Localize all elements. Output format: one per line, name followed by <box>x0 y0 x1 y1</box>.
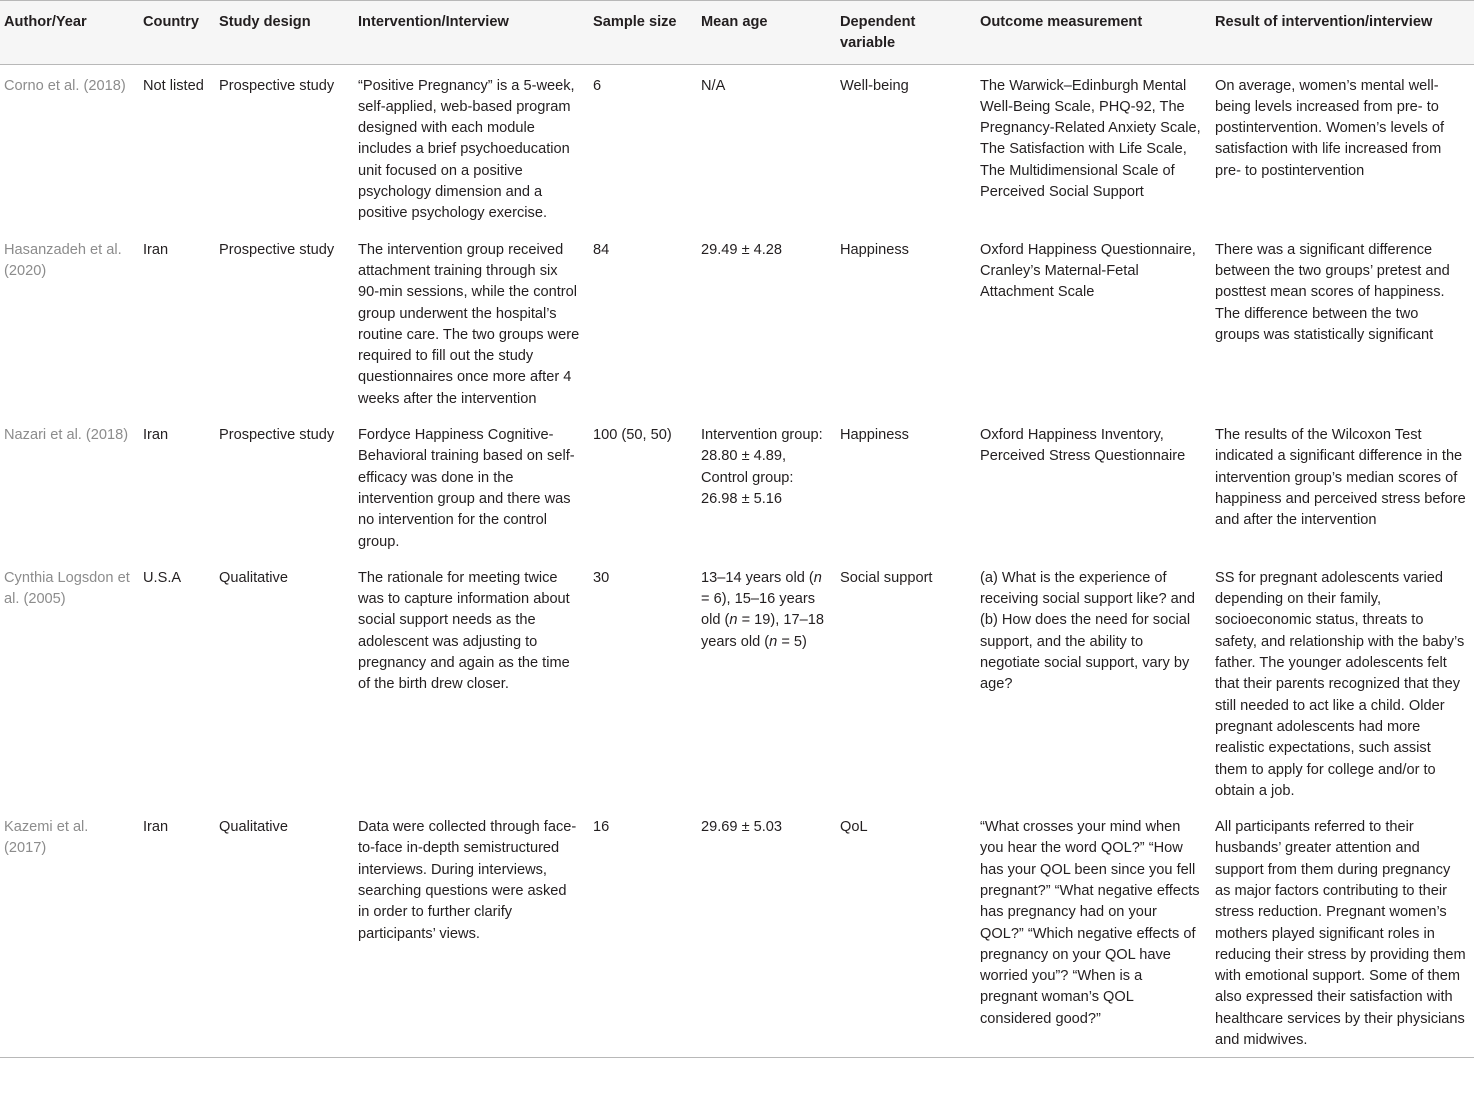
cell-result: SS for pregnant adolescents varied depending on their family, socioeconomic status, threats to safety, and relationship with the baby’s father. The younger adolescents felt that their parents recognized that they still needed to act like a child. Older pregnant adolescents had more realistic expectations, such assist them to apply for college and/or to obtain a job. <box>1215 569 1465 799</box>
cell-sample-size: 84 <box>593 241 610 258</box>
cell-author[interactable]: Kazemi et al. (2017) <box>0 806 139 1058</box>
cell-author[interactable]: Hasanzadeh et al. (2020) <box>4 241 122 279</box>
cell-dependent-variable: QoL <box>836 806 976 1058</box>
cell-intervention: Data were collected through face-to-face in-depth semistructured interviews. During interviews, searching questions were asked in order to further clarify participants’ views. <box>354 806 589 1058</box>
cell-country: U.S.A <box>143 569 182 586</box>
cell-study-design: Prospective study <box>219 77 335 94</box>
cell-mean-age: 13–14 years old (n = 6), 15–16 years old (n = 19), 17–18 years old (n = 5) <box>701 569 824 650</box>
cell-dependent-variable: Well-being <box>840 77 909 94</box>
cell-mean-age: N/A <box>701 77 726 94</box>
cell-country: Iran <box>139 806 215 1058</box>
cell-result: The results of the Wilcoxon Test indicated a significant difference in the intervention group’s median scores of happiness and perceived stress before and after the intervention <box>1215 427 1466 529</box>
cell-author[interactable]: Cynthia Logsdon et al. (2005) <box>4 569 130 608</box>
header-author-year: Author/Year <box>0 1 139 65</box>
cell-intervention: “Positive Pregnancy” is a 5-week, self-applied, web-based program designed with each module includes a brief psychoeducation unit focused on a positive psychology dimension and a positive psychology exercise. <box>358 77 575 222</box>
header-dependent-variable: Dependent variable <box>836 1 976 65</box>
cell-dependent-variable: Happiness <box>840 427 909 444</box>
cell-dependent-variable: Social support <box>840 569 933 586</box>
cell-mean-age: 29.49 ± 4.28 <box>701 241 783 258</box>
table-row <box>0 64 1474 229</box>
header-sample-size: Sample size <box>589 1 697 65</box>
header-result: Result of intervention/interview <box>1211 1 1474 65</box>
cell-mean-age: Intervention group: 28.80 ± 4.89, Control group: 26.98 ± 5.16 <box>701 427 823 507</box>
table-row <box>0 806 1474 1058</box>
cell-country: Iran <box>143 241 169 258</box>
cell-outcome: (a) What is the experience of receiving social support like? and (b) How does the need for social support, and the ability to negotiate social support, vary by age? <box>980 569 1195 693</box>
table-row <box>0 557 1474 806</box>
cell-author[interactable]: Nazari et al. (2018) <box>4 427 129 444</box>
cell-sample-size: 6 <box>593 77 602 94</box>
cell-sample-size: 30 <box>593 569 610 586</box>
cell-intervention: Fordyce Happiness Cognitive-Behavioral training based on self-efficacy was done in the intervention group and there was no intervention for the control group. <box>358 427 575 550</box>
cell-mean-age: 29.69 ± 5.03 <box>697 806 836 1058</box>
cell-study-design: Prospective study <box>219 427 335 444</box>
cell-country: Not listed <box>143 77 204 94</box>
header-country: Country <box>139 1 215 65</box>
header-outcome-measurement: Outcome measurement <box>976 1 1211 65</box>
cell-outcome: Oxford Happiness Questionnaire, Cranley’s Maternal-Fetal Attachment Scale <box>980 241 1196 301</box>
cell-result: There was a significant difference between the two groups’ pretest and posttest mean scores of happiness. The difference between the two groups was statistically significant <box>1215 241 1450 343</box>
table-row <box>0 414 1474 557</box>
cell-outcome: Oxford Happiness Inventory, Perceived Stress Questionnaire <box>980 427 1186 465</box>
header-row <box>0 1 1474 65</box>
table-row <box>0 229 1474 414</box>
cell-result: All participants referred to their husbands’ greater attention and support from them during pregnancy as major factors contributing to their stress reduction. Pregnant women’s mothers played significant roles in reducing their stress by providing them with emotional support. Some of them also expressed their satisfaction with healthcare services by their physicians and midwives. <box>1211 806 1474 1058</box>
cell-result: On average, women’s mental well-being levels increased from pre- to postintervention. Women’s levels of satisfaction with life increased from pre- to postintervention <box>1215 77 1445 179</box>
cell-country: Iran <box>143 427 169 444</box>
cell-study-design: Qualitative <box>215 806 354 1058</box>
cell-sample-size: 100 (50, 50) <box>593 427 672 444</box>
cell-sample-size: 16 <box>589 806 697 1058</box>
cell-intervention: The rationale for meeting twice was to capture information about social support needs as the adolescent was adjusting to pregnancy and again as the time of the birth drew closer. <box>358 569 570 693</box>
cell-outcome: The Warwick–Edinburgh Mental Well-Being Scale, PHQ-92, The Pregnancy-Related Anxiety Scale, The Satisfaction with Life Scale, The Multidimensional Scale of Perceived Social Support <box>980 77 1201 201</box>
header-mean-age: Mean age <box>697 1 836 65</box>
cell-dependent-variable: Happiness <box>840 241 909 258</box>
cell-outcome: “What crosses your mind when you hear the word QOL?” “How has your QOL been since you fell pregnant?” “What negative effects has pregnancy had on your QOL?” “Which negative effects of pregnancy on your QOL have worried you”? “When is a pregnant woman’s QOL considered good?” <box>976 806 1211 1058</box>
cell-study-design: Qualitative <box>219 569 288 586</box>
header-study-design: Study design <box>215 1 354 65</box>
header-intervention-interview: Intervention/Interview <box>354 1 589 65</box>
cell-study-design: Prospective study <box>219 241 335 258</box>
cell-author[interactable]: Corno et al. (2018) <box>4 77 126 94</box>
cell-intervention: The intervention group received attachment training through six 90-min sessions, while the control group underwent the hospital’s routine care. The two groups were required to fill out the study questionnaires once more after 4 weeks after the intervention <box>358 241 580 407</box>
